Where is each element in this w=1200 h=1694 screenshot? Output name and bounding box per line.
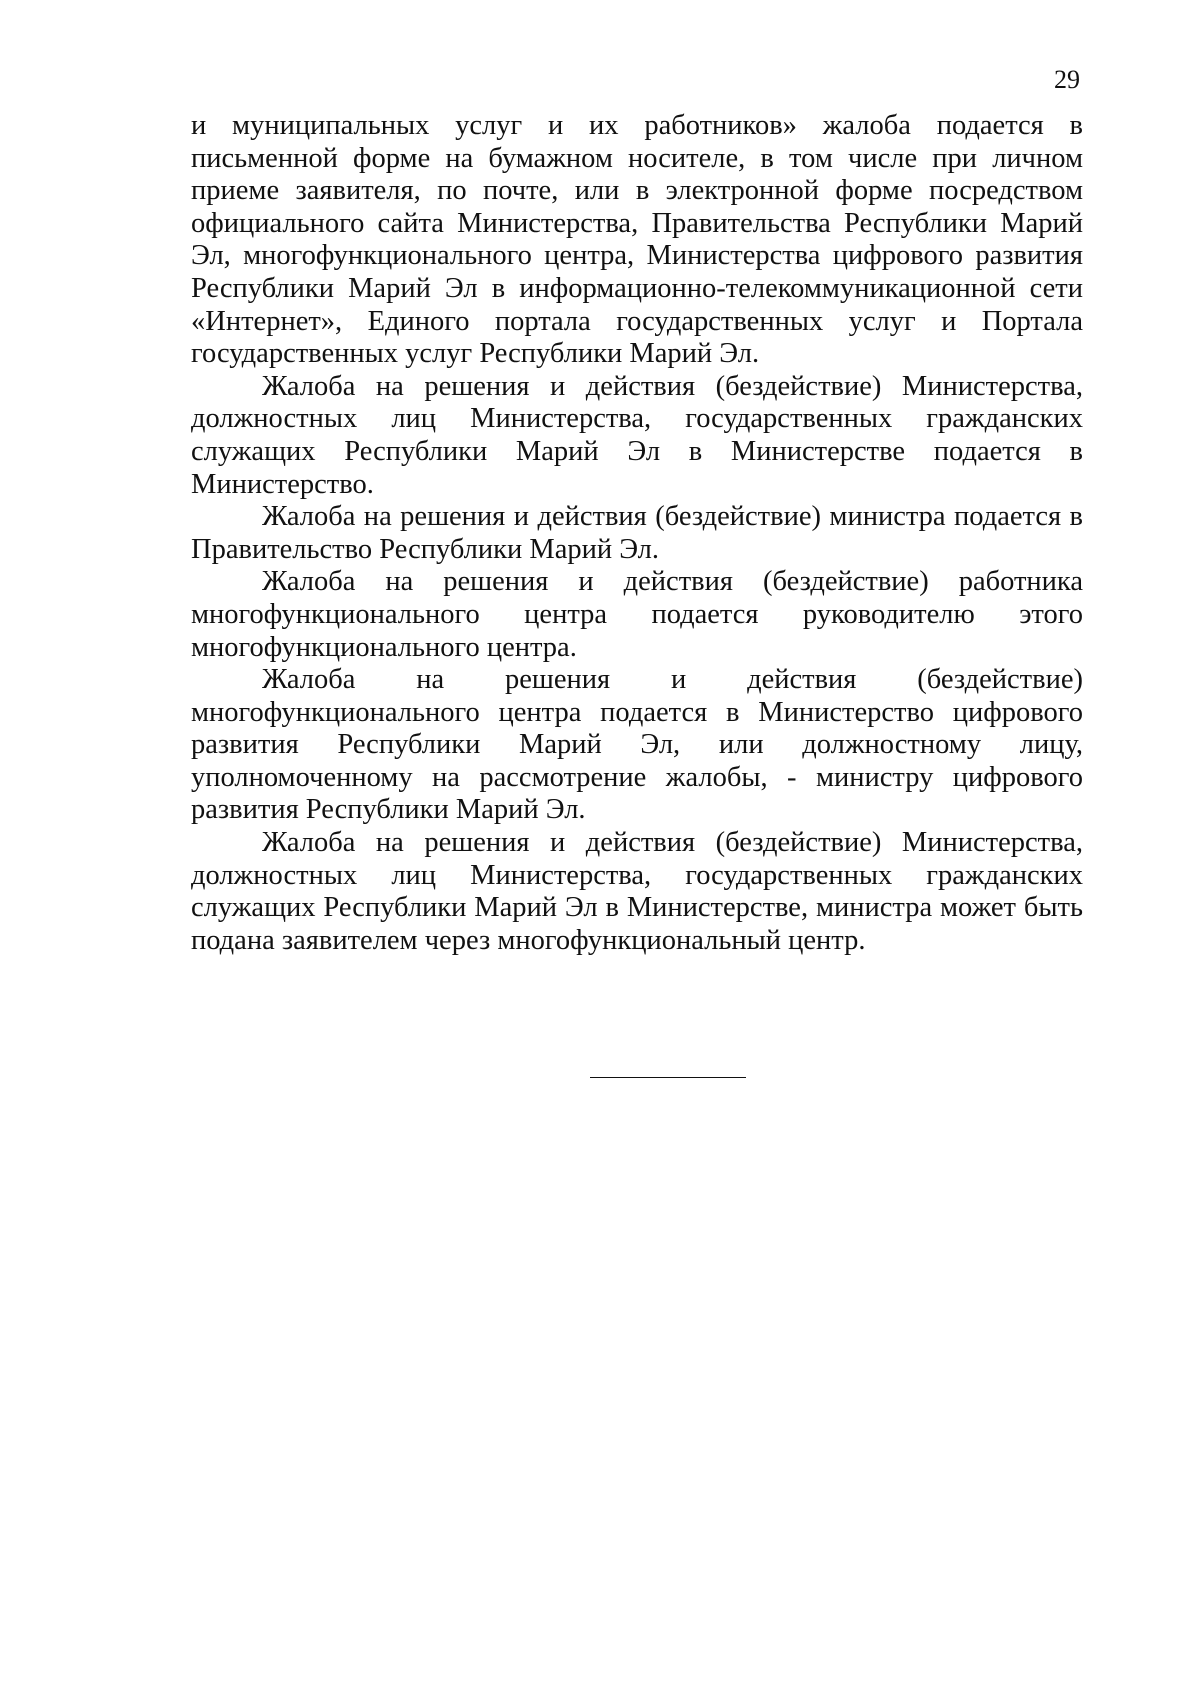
paragraph-continuation: и муниципальных услуг и их работников» жалоба подается в письменной форме на бумажном носителе, в том числе при личном приеме заявителя, по почте, или в электронной форме посредством официального сайта Министерства, Правительства Республики Марий Эл, многофункционального центра, Министерства цифрового развития Республики Марий Эл в информационно-телекоммуникационной сети «Интернет», Единого портала государственных услуг и Портала государственных услуг Республики Марий Эл.	[191, 110, 1083, 370]
document-body	[191, 110, 1083, 957]
paragraph-complaint-minister: Жалоба на решения и действия (бездействие) министра подается в Правительство Республики Марий Эл.	[191, 501, 1083, 565]
end-of-text-rule	[590, 1077, 746, 1078]
paragraph-complaint-via-mfc: Жалоба на решения и действия (бездействие) Министерства, должностных лиц Министерства, государственных гражданских служащих Республики Марий Эл в Министерстве, министра может быть подана заявителем через многофункциональный центр.	[191, 827, 1083, 956]
page-number: 29	[1054, 65, 1080, 94]
paragraph-complaint-mfc-worker: Жалоба на решения и действия (бездействие) работника многофункционального центра подается руководителю этого многофункционального центра.	[191, 566, 1083, 663]
paragraph-complaint-mfc: Жалоба на решения и действия (бездействие) многофункционального центра подается в Министерство цифрового развития Республики Марий Эл, или должностному лицу, уполномоченному на рассмотрение жалобы, - министру цифрового развития Республики Марий Эл.	[191, 664, 1083, 826]
paragraph-complaint-ministry: Жалоба на решения и действия (бездействие) Министерства, должностных лиц Министерства, государственных гражданских служащих Республики Марий Эл в Министерстве подается в Министерство.	[191, 370, 1083, 500]
